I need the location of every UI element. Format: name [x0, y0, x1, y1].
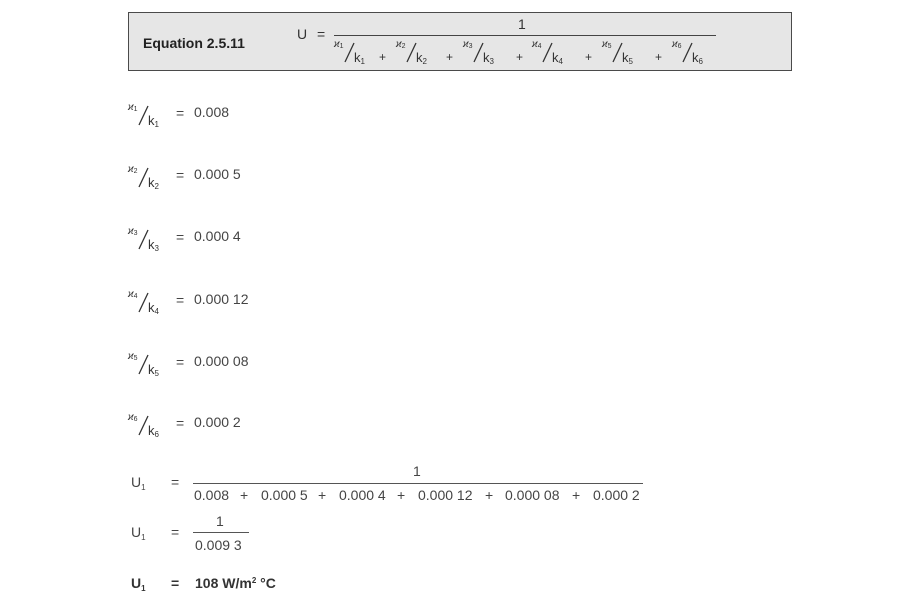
header-term-3 — [463, 38, 507, 66]
term-row — [128, 101, 428, 131]
denominator-plus: + — [318, 487, 327, 503]
u1-equals-2: = — [171, 524, 180, 540]
denominator-plus: + — [397, 487, 406, 503]
k-symbol: $k_5$ — [622, 50, 633, 66]
denominator-term: 0.000 12 — [418, 487, 473, 503]
header-plus: + — [655, 50, 663, 64]
term-equals: = — [176, 167, 185, 183]
u1-numerator-2: 1 — [216, 513, 224, 529]
u1-fraction-bar-1 — [193, 483, 643, 484]
denominator-plus: + — [485, 487, 494, 503]
term-row — [128, 288, 428, 318]
denominator-term: 0.000 08 — [505, 487, 560, 503]
term-fraction — [128, 288, 172, 316]
term-row — [128, 225, 428, 255]
header-term-1 — [334, 38, 378, 66]
term-value: 0.000 2 — [194, 414, 241, 430]
k-symbol: $k_2$ — [148, 175, 159, 191]
chi-symbol: $ϰ_5$ — [128, 351, 138, 362]
term-row — [128, 350, 428, 380]
term-equals: = — [176, 415, 185, 431]
k-symbol: $k_6$ — [692, 50, 703, 66]
denominator-term: 0.000 2 — [593, 487, 640, 503]
chi-symbol: $ϰ_4$ — [128, 289, 138, 300]
k-symbol: $k_3$ — [148, 237, 159, 253]
chi-symbol: $ϰ_5$ — [602, 39, 612, 50]
k-symbol: $k_1$ — [148, 113, 159, 129]
header-plus: + — [585, 50, 593, 64]
equation-denominator — [334, 38, 720, 66]
term-value: 0.000 5 — [194, 166, 241, 182]
k-symbol: $k_3$ — [483, 50, 494, 66]
term-value: 0.000 12 — [194, 291, 249, 307]
denominator-term: 0.000 5 — [261, 487, 308, 503]
chi-symbol: $ϰ_2$ — [396, 39, 406, 50]
fraction-bar — [334, 35, 716, 36]
u1-fraction-bar-2 — [193, 532, 249, 533]
term-fraction — [128, 163, 172, 191]
u1-equals-1: = — [171, 474, 180, 490]
term-fraction — [128, 101, 172, 129]
equation-box — [128, 12, 792, 71]
term-row — [128, 411, 428, 441]
header-term-6 — [672, 38, 716, 66]
denominator-plus: + — [572, 487, 581, 503]
k-symbol: $k_4$ — [552, 50, 563, 66]
header-term-2 — [396, 38, 440, 66]
header-plus: + — [516, 50, 524, 64]
chi-symbol: $ϰ_3$ — [128, 226, 138, 237]
u1-label-2: $U_1$ — [131, 524, 146, 542]
term-equals: = — [176, 292, 185, 308]
k-symbol: $k_6$ — [148, 423, 159, 439]
term-value: 0.000 4 — [194, 228, 241, 244]
chi-symbol: $ϰ_1$ — [334, 39, 344, 50]
term-fraction — [128, 225, 172, 253]
k-symbol: $k_2$ — [416, 50, 427, 66]
chi-symbol: $ϰ_4$ — [532, 39, 542, 50]
u1-label-1: $U_1$ — [131, 474, 146, 492]
u1-sum: 0.009 3 — [195, 537, 242, 553]
equation-numerator: 1 — [518, 16, 526, 32]
term-fraction — [128, 350, 172, 378]
k-symbol: $k_1$ — [354, 50, 365, 66]
chi-symbol: $ϰ_2$ — [128, 164, 138, 175]
header-plus: + — [446, 50, 454, 64]
denominator-term: 0.008 — [194, 487, 230, 503]
equation-title: Equation 2.5.11 — [143, 35, 245, 51]
chi-symbol: $ϰ_6$ — [128, 412, 138, 423]
term-row — [128, 163, 428, 193]
u1-equals-3: = — [171, 575, 180, 591]
term-value: 0.000 08 — [194, 353, 249, 369]
header-term-4 — [532, 38, 576, 66]
u1-final-value: 108 $W/m^2$ °C — [195, 575, 276, 591]
term-equals: = — [176, 354, 185, 370]
equation-lhs: U — [297, 26, 308, 42]
k-symbol: $k_5$ — [148, 362, 159, 378]
k-symbol: $k_4$ — [148, 300, 159, 316]
denominator-plus: + — [240, 487, 249, 503]
chi-symbol: $ϰ_3$ — [463, 39, 473, 50]
u1-label-3: $U_1$ — [131, 575, 146, 593]
term-fraction — [128, 411, 172, 439]
term-value: 0.008 — [194, 104, 230, 120]
equation-equals: = — [317, 26, 326, 42]
u1-numerator-1: 1 — [413, 463, 421, 479]
term-equals: = — [176, 105, 185, 121]
header-plus: + — [379, 50, 387, 64]
chi-symbol: $ϰ_1$ — [128, 102, 138, 113]
header-term-5 — [602, 38, 646, 66]
denominator-term: 0.000 4 — [339, 487, 386, 503]
chi-symbol: $ϰ_6$ — [672, 39, 682, 50]
term-equals: = — [176, 229, 185, 245]
